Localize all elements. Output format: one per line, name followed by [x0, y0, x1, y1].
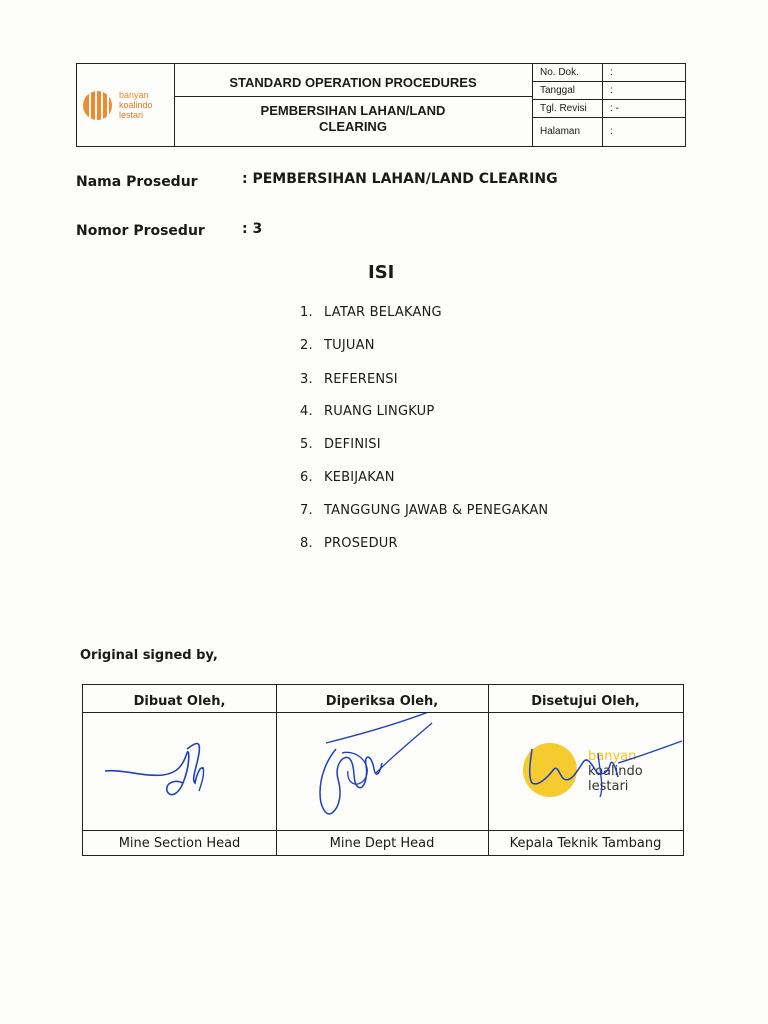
logo-line3: lestari — [119, 110, 144, 120]
document-header-table — [76, 63, 686, 147]
procedure-number-value: : 3 — [242, 221, 263, 237]
toc-item: 8. PROSEDUR — [300, 536, 398, 551]
toc-label: RUANG LINGKUP — [324, 404, 435, 419]
meta-value: : — [610, 126, 613, 137]
stamp-line3: lestari — [588, 779, 629, 794]
toc-item: 2. TUJUAN — [300, 338, 375, 353]
contents-heading: ISI — [368, 262, 395, 283]
header-title-cell — [174, 64, 533, 146]
toc-item: 3. REFERENSI — [300, 372, 398, 387]
doc-type: STANDARD OPERATION PROCEDURES — [174, 64, 532, 97]
signature-table — [82, 684, 684, 856]
toc-label: TUJUAN — [324, 338, 375, 353]
signature-image — [276, 713, 488, 830]
procedure-name-label: Nama Prosedur — [76, 174, 198, 190]
signature-heading: Diperiksa Oleh, — [276, 685, 488, 713]
meta-row-tgl-revisi — [532, 100, 685, 118]
stamp-line1: banyan — [588, 749, 637, 764]
meta-row-no-dok — [532, 64, 685, 82]
doc-title — [174, 97, 532, 146]
stamp-line2: koalindo — [588, 764, 643, 779]
logo-text — [119, 90, 153, 120]
doc-title-line1: PEMBERSIHAN LAHAN/LAND — [260, 103, 446, 118]
doc-title-line2: CLEARING — [319, 119, 387, 134]
logo-line1: banyan — [119, 90, 149, 100]
meta-key: Tgl. Revisi — [540, 103, 587, 114]
company-logo — [77, 64, 175, 146]
signature-heading: Disetujui Oleh, — [488, 685, 683, 713]
toc-label: REFERENSI — [324, 372, 398, 387]
toc-item: 7. TANGGUNG JAWAB & PENEGAKAN — [300, 503, 549, 518]
signature-column-approver — [488, 685, 683, 855]
procedure-number-label: Nomor Prosedur — [76, 223, 205, 239]
toc-label: TANGGUNG JAWAB & PENEGAKAN — [324, 503, 549, 518]
signed-by-label: Original signed by, — [80, 648, 218, 663]
signature-image — [83, 713, 276, 830]
signature-column-maker — [83, 685, 277, 855]
meta-row-tanggal — [532, 82, 685, 100]
signature-role: Mine Dept Head — [276, 830, 488, 855]
meta-value: : - — [610, 103, 619, 114]
meta-key: No. Dok. — [540, 67, 579, 78]
procedure-name-value: : PEMBERSIHAN LAHAN/LAND CLEARING — [242, 171, 558, 187]
toc-label: LATAR BELAKANG — [324, 305, 442, 320]
toc-label: PROSEDUR — [324, 536, 398, 551]
toc-item: 4. RUANG LINGKUP — [300, 404, 435, 419]
logo-line2: koalindo — [119, 100, 153, 110]
meta-value: : — [610, 85, 613, 96]
signature-column-checker — [276, 685, 489, 855]
toc-label: DEFINISI — [324, 437, 381, 452]
toc-label: KEBIJAKAN — [324, 470, 395, 485]
toc-item: 5. DEFINISI — [300, 437, 381, 452]
toc-item: 6. KEBIJAKAN — [300, 470, 395, 485]
signature-role: Mine Section Head — [83, 830, 276, 855]
meta-key: Halaman — [540, 126, 581, 137]
meta-value: : — [610, 67, 613, 78]
meta-key: Tanggal — [540, 85, 576, 96]
company-stamp — [488, 713, 683, 830]
signature-heading: Dibuat Oleh, — [83, 685, 276, 713]
toc-item: 1. LATAR BELAKANG — [300, 305, 442, 320]
logo-circle-icon — [83, 91, 112, 120]
signature-role: Kepala Teknik Tambang — [488, 830, 683, 855]
meta-row-halaman — [532, 118, 685, 146]
